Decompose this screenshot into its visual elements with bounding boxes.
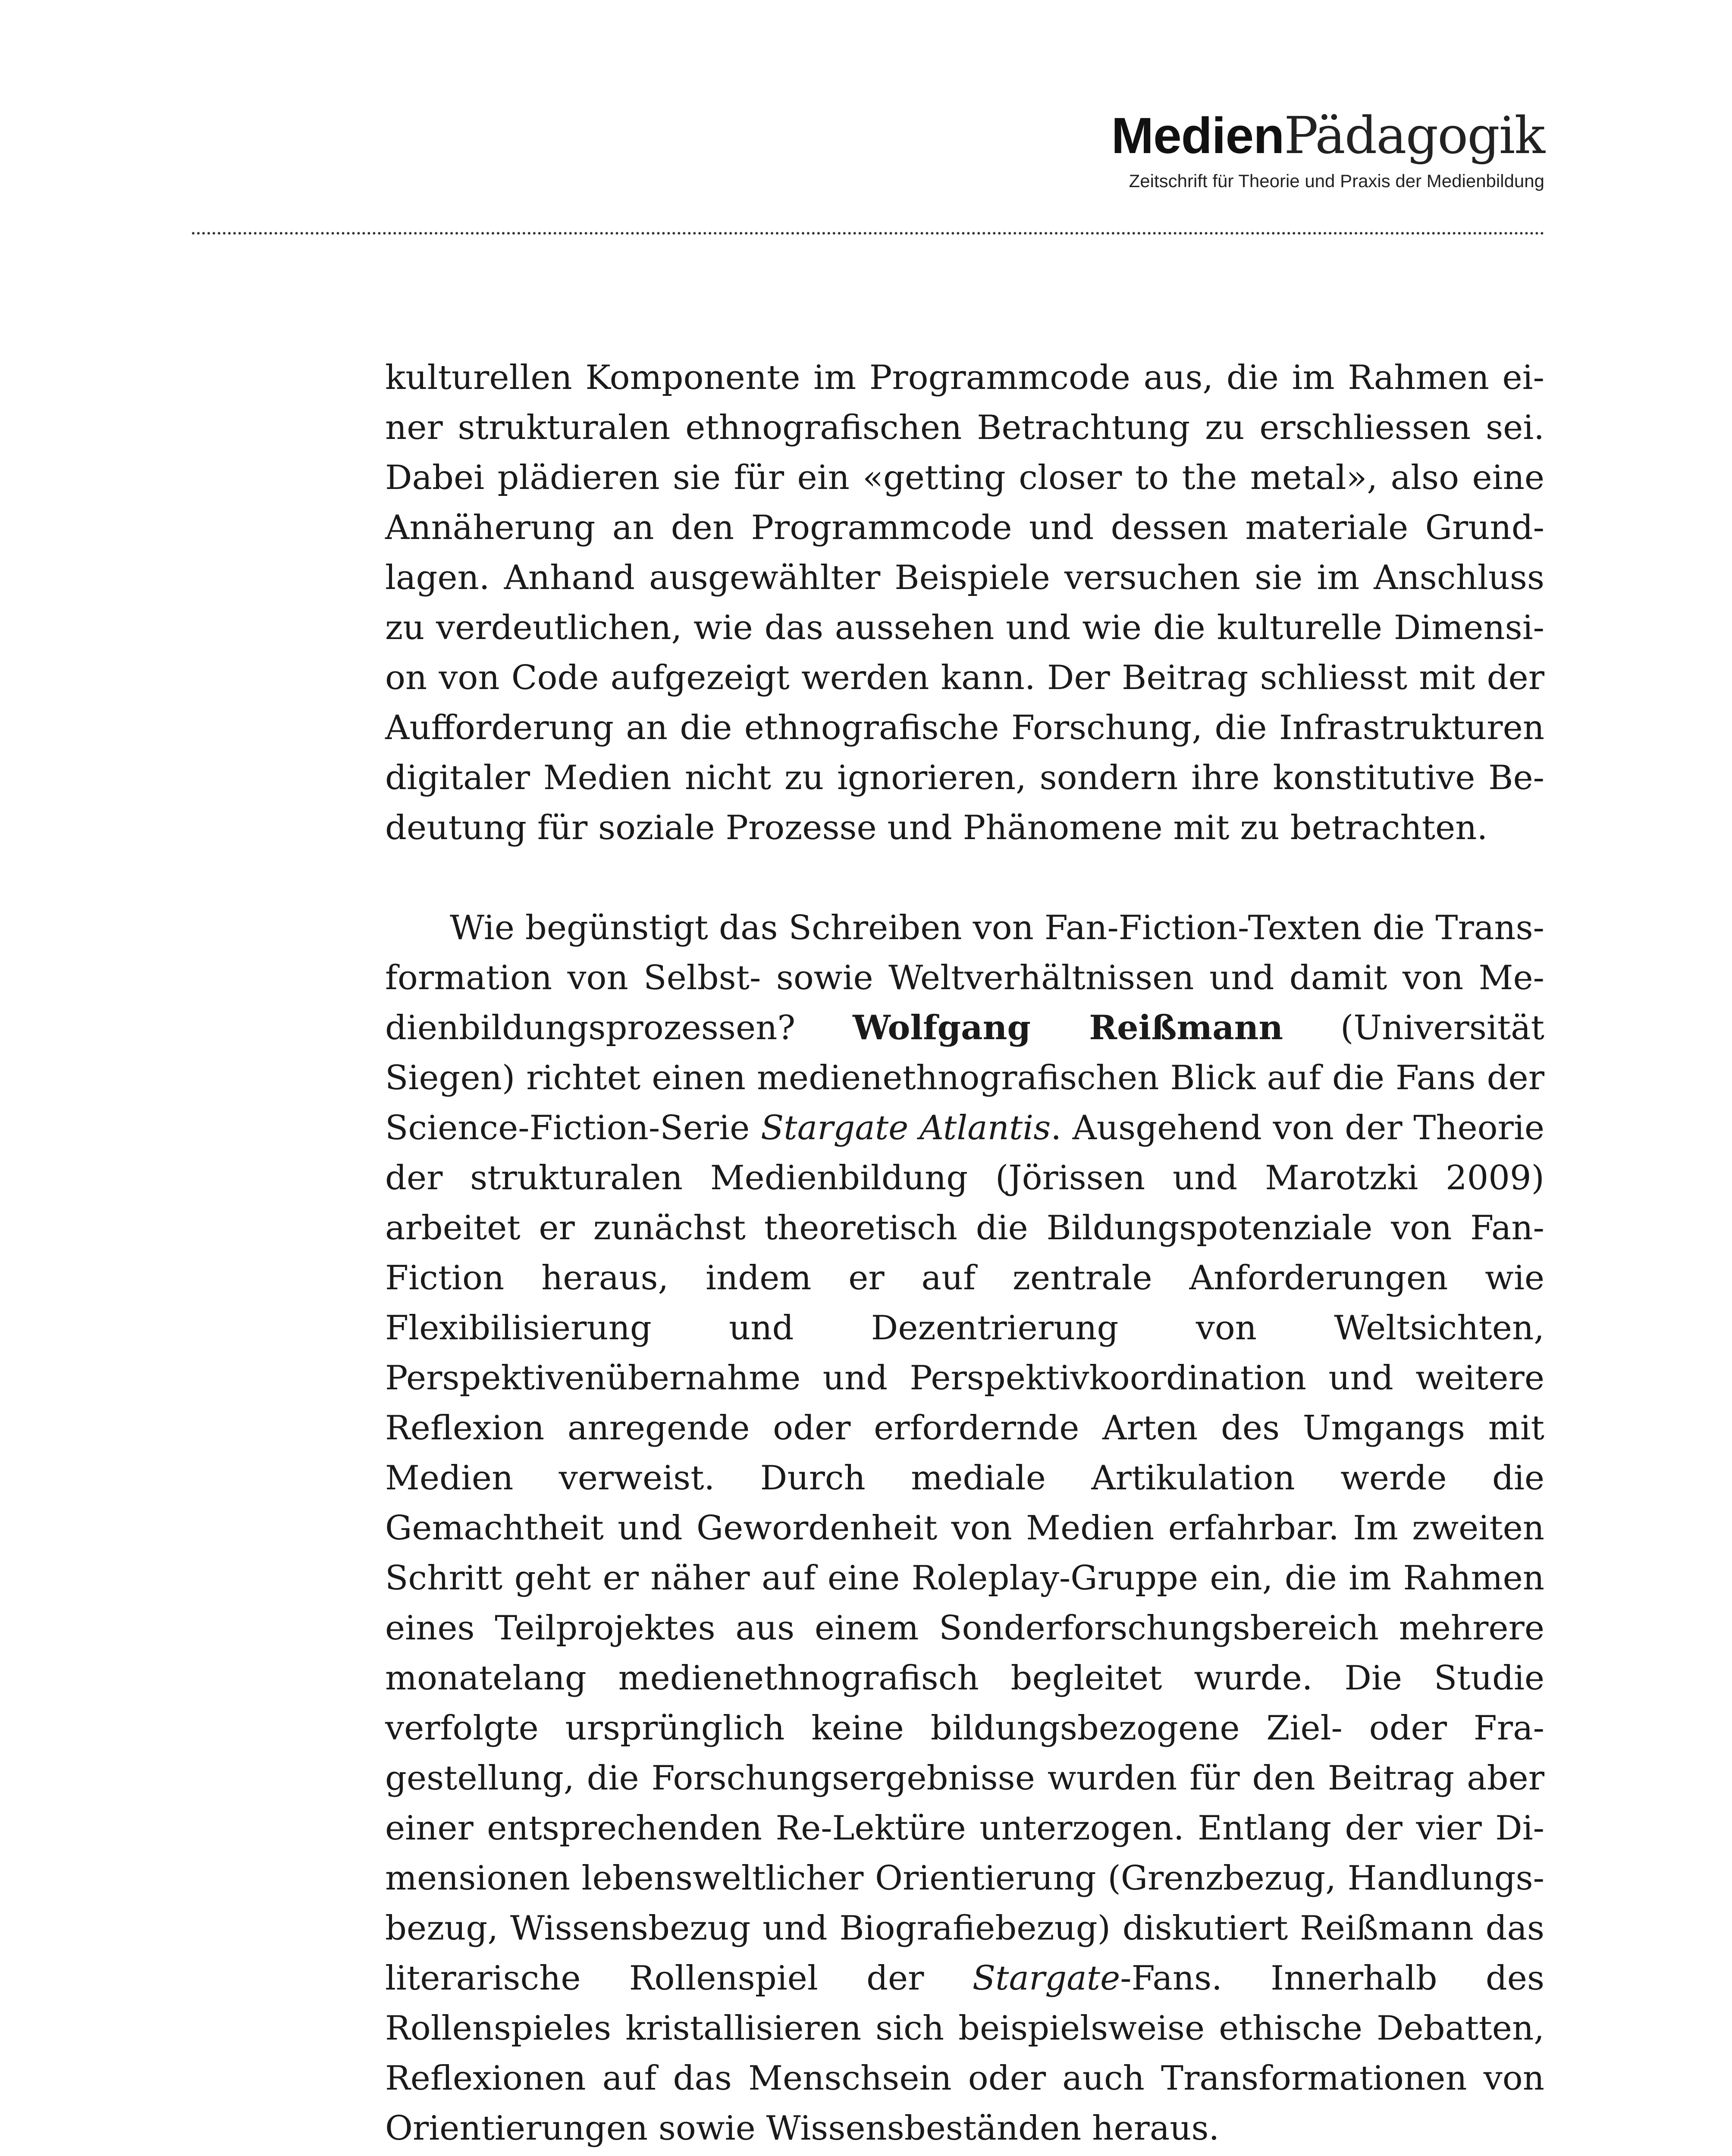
journal-tagline: Zeitschrift für Theorie und Praxis der Medienbildung — [1129, 171, 1544, 191]
journal-masthead — [1111, 106, 1544, 191]
paragraph-1: kulturellen Komponente im Programmcode aus, die im Rahmen einer strukturalen ethnografischen Betrachtung zu erschliessen sei. Dabei plädieren sie für ein «getting closer to the metal», also eine Annäherung an den Programmcode und dessen materiale Grundlagen. Anhand ausgewählter Beispiele versuchen sie im Anschluss zu verdeutlichen, wie das aussehen und wie die kulturelle Dimension von Code aufgezeigt werden kann. Der Beitrag schliesst mit der Aufforderung an die ethnografische Forschung, die Infrastrukturen digitaler Medien nicht zu ignorieren, sondern ihre konstitutive Bedeutung für soziale Prozesse und Phänomene mit zu betrachten. — [385, 358, 1544, 847]
author-name: Wolfgang Reißmann — [853, 1008, 1283, 1047]
journal-logo — [1111, 106, 1544, 165]
paragraph-2-part-b: (Universität Siegen) richtet einen medienethnografischen Blick auf die Fans der Science-Fiction-Serie — [385, 1009, 1545, 1147]
logo-bold-part: Medien — [1111, 107, 1284, 164]
paragraph-2 — [385, 903, 1544, 2153]
series-title: Stargate Atlantis — [760, 1109, 1051, 1147]
article-body — [385, 353, 1544, 2153]
series-title-short: Stargate — [972, 1959, 1120, 1998]
paragraph-2-part-d: -Fans. Innerhalb des Rollenspieles kristallisieren sich beispielsweise ethische Debatten, Reflexionen auf das Menschsein oder auch Transformationen von Orientierungen sowie Wissensbeständen heraus. — [385, 1959, 1544, 2148]
header-divider — [192, 232, 1544, 235]
logo-light-part: Pädagogik — [1284, 106, 1544, 165]
paragraph-2-part-c: . Ausgehend von der Theorie der strukturalen Medienbildung (Jörissen und Marotzki 2009) arbeitet er zunächst theoretisch die Bildungspotenziale von Fan-Fiction heraus, indem er auf zentrale Anforderungen wie Flexibilisierung und Dezentrierung von Weltsichten, Perspektivenübernahme und Perspektivkoordination und weitere Reflexion anregende oder erfordernde Arten des Umgangs mit Medien verweist. Durch mediale Artikulation werde die Gemachtheit und Gewordenheit von Medien erfahrbar. Im zweiten Schritt geht er näher auf eine Roleplay-Gruppe ein, die im Rahmen eines Teilprojektes aus einem Sonderforschungsbereich mehrere monatelang medienethnografisch begleitet wurde. Die Studie verfolgte ursprünglich keine bildungsbezogene Ziel- oder Fragestellung, die Forschungsergebnisse wurden für den Beitrag aber einer entsprechenden Re-Lektüre unterzogen. Entlang der vier Dimensionen lebensweltlicher Orientierung (Grenzbezug, Handlungsbezug, Wissensbezug und Biografiebezug) diskutiert Reißmann das literarische Rollenspiel der — [385, 1109, 1544, 1998]
paragraph-2-part-a: Wie begünstigt das Schreiben von Fan-Fiction-Texten die Transformation von Selbst- sowie Weltverhältnissen und damit von Medienbildungsprozessen? — [385, 909, 1544, 1047]
